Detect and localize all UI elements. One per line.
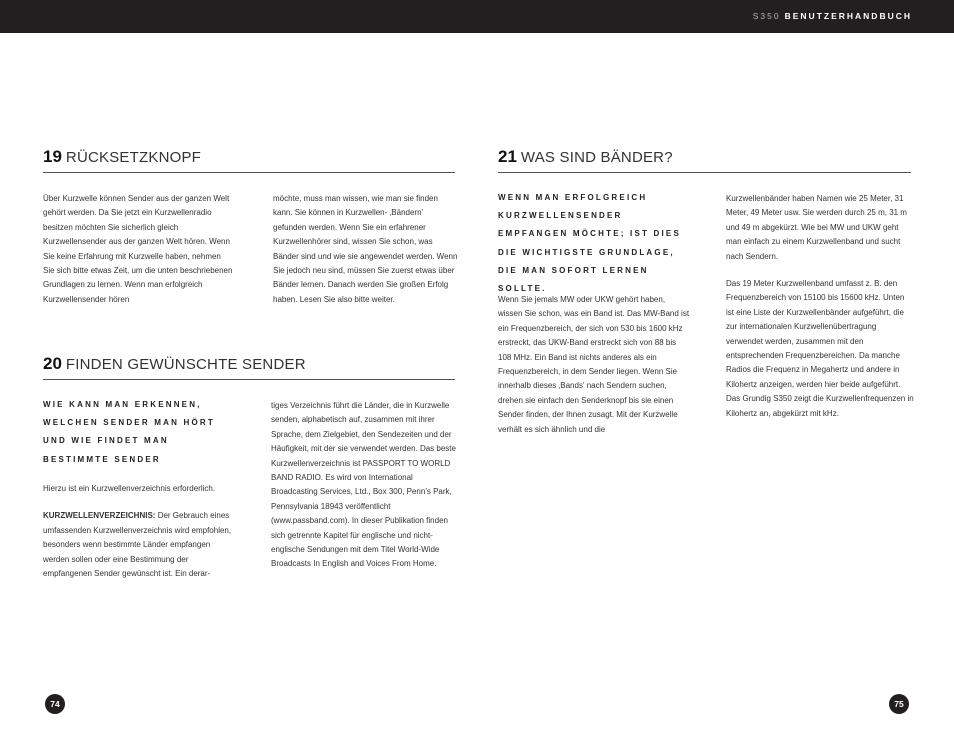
section-20-rule <box>43 379 455 380</box>
section-21-heading <box>498 147 673 167</box>
section-20-intro: Hierzu ist ein Kurzwellenverzeichnis erforderlich. <box>43 484 216 493</box>
section-20-body <box>43 509 233 581</box>
section-20-lead: WIE KANN MAN ERKENNEN, WELCHEN SENDER MAN HÖRT UND WIE FINDET MAN BESTIMMTE SENDER <box>43 400 215 464</box>
section-19-col2: möchte, muss man wissen, wie man sie finden kann. Sie können in Kurzwellen- ‚Bändern' gefunden werden. Wenn Sie ein erfahrener Kurzwellenhörer sind, wissen Sie schon, was Bänder sind und wie sie angewendet werden. Wenn Sie jedoch neu sind, müssen Sie zuerst etwas über Bänder lernen. Danach werden Sie großen Erfolg haben. Lesen Sie also bitte weiter. <box>273 194 458 304</box>
top-header-bar <box>0 0 954 33</box>
page-number-left: 74 <box>45 694 65 714</box>
section-20-heading <box>43 354 306 374</box>
section-21-col2-para2: Das 19 Meter Kurzwellenband umfasst z. B. den Frequenzbereich von 15100 bis 15600 kHz. Unten ist eine Liste der Kurzwellenbänder aufgeführt, die zur internationalen Kurzwellenübertragung verwendet werden, zusammen mit den entsprechenden Frequenzbereichen. Da manche Radios die Frequenz in Megahertz und andere in Kilohertz anzeigen, werden hier beide aufgeführt. Das Grundig S350 zeigt die Kurzwellenfrequenzen in Kilohertz an, abgekürzt mit kHz. <box>726 279 914 418</box>
section-21-rule <box>498 172 911 173</box>
section-21-title: WAS SIND BÄNDER? <box>520 149 673 166</box>
section-21-lead: WENN MAN ERFOLGREICH KURZWELLENSENDER EMPFANGEN MÖCHTE; IST DIES DIE WICHTIGSTE GRUNDLAGE, DIE MAN SOFORT LERNEN SOLLTE. <box>498 193 681 294</box>
section-20-col2: tiges Verzeichnis führt die Länder, die in Kurzwelle senden, alphabetisch auf, zusammen mit ihrer Sprache, dem Zielgebiet, den Sendezeiten und der Häufigkeit, mit der sie verwendet werden. Das beste Kurzwellenverzeichnis ist PASSPORT TO WORLD BAND RADIO. Es wird von International Broadcasting Services, Ltd., Box 300, Penn's Park, Pennsylvania 18943 veröffentlicht (www.passband.com). In dieser Publikation finden sich getrennte Kapitel für englische und nicht-englische Sendungen mit dem Titel World-Wide Broadcasts In English and Voices From Home. <box>271 401 456 569</box>
page-number-right: 75 <box>889 694 909 714</box>
header-brand <box>753 11 912 21</box>
section-20-title: FINDEN GEWÜNSCHTE SENDER <box>65 356 306 373</box>
section-19-number: 19 <box>43 147 62 166</box>
section-19-heading <box>43 147 201 167</box>
section-21-col1: Wenn Sie jemals MW oder UKW gehört haben, wissen Sie schon, was ein Band ist. Das MW-Band ist ein Frequenzbereich, der sich von 530 bis 1600 kHz erstreckt, das UKW-Band erstreckt sich von 88 bis 108 MHz. Ein Band ist nichts anderes als ein Frequenzbereich, in dem Sender liegen. Wenn Sie innerhalb dieses ‚Bands' nach Sendern suchen, drehen sie einfach den Senderknopf bis sie einen Sender finden, der Ihnen zusagt. Mit der Kurzwelle verhält es sich ähnlich und die <box>498 295 690 434</box>
header-model: S350 <box>752 11 781 21</box>
section-21-col2-para1: Kurzwellenbänder haben Namen wie 25 Meter, 31 Meter, 49 Meter usw. Sie werden durch 25 m, 31 m und 49 m abgekürzt. Wie bei MW und UKW geht man einfach zu einem Kurzwellenband und sucht nach Sendern. <box>726 194 907 261</box>
section-20-col1 <box>43 482 233 594</box>
header-title: BENUTZERHANDBUCH <box>784 11 912 21</box>
section-21-number: 21 <box>498 147 517 166</box>
section-20-term: KURZWELLENVERZEICHNIS: <box>43 511 156 521</box>
section-20-number: 20 <box>43 354 62 373</box>
section-20-col1-text: Der Gebrauch eines umfassenden Kurzwellenverzeichnis wird empfohlen, besonders wenn bestimmte Länder empfangen werden sollen oder eine Bestimmung der empfangenen Sender gewünscht ist. Ein derar- <box>43 511 232 579</box>
section-19-rule <box>43 172 455 173</box>
section-19-col1: Über Kurzwelle können Sender aus der ganzen Welt gehört werden. Da Sie jetzt ein Kurzwellenradio besitzen möchten Sie sicherlich gleich Kurzwellensender aus der ganzen Welt hören. Wenn Sie keine Erfahrung mit Kurzwelle haben, nehmen Sie sich bitte etwas Zeit, um die unten beschriebenen Grundlagen zu lernen. Wenn man erfolgreich Kurzwellensender hören <box>43 194 233 304</box>
section-21-col2 <box>726 192 914 434</box>
section-19-title: RÜCKSETZKNOPF <box>65 149 202 166</box>
